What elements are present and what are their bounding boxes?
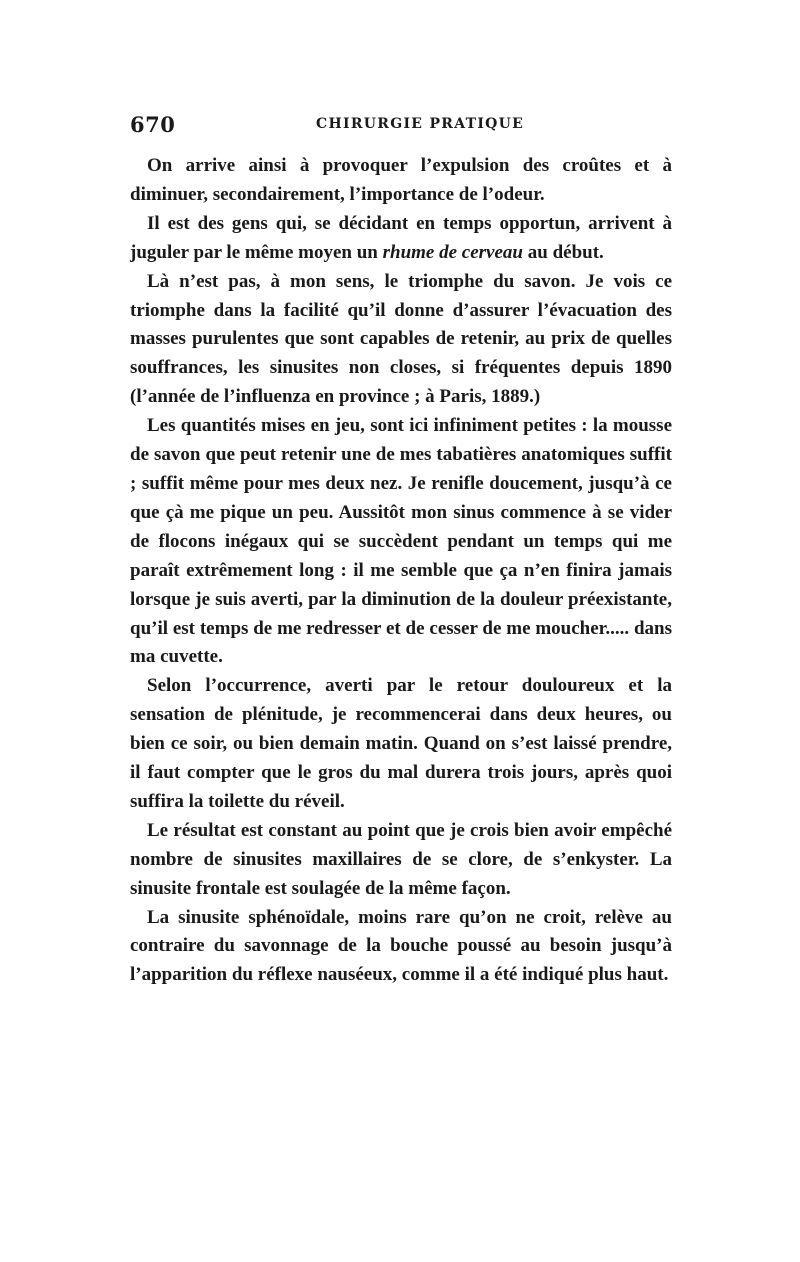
- paragraph-6: Le résultat est constant au point que je crois bien avoir empêché nombre de sinusites maxillaires de se clore, de s’enkyster. La sinusite frontale est soulagée de la même façon.: [130, 819, 672, 899]
- page-header: [130, 112, 674, 142]
- page-body: [130, 152, 672, 990]
- paragraph-2-italic-term: rhume de cerveau: [382, 241, 523, 263]
- page-number: 670: [130, 112, 176, 137]
- paragraph-2-text-before: Il est des gens qui, se décidant en temps opportun, arrivent à juguler par le même moyen un: [130, 212, 672, 263]
- running-title: CHIRURGIE PRATIQUE: [316, 116, 525, 132]
- paragraph-2: [130, 210, 672, 268]
- paragraph-7: La sinusite sphénoïdale, moins rare qu’on ne croit, relève au contraire du savonnage de la bouche poussé au besoin jusqu’à l’apparition du réflexe nauséeux, comme il a été indiqué plus haut.: [130, 906, 672, 986]
- paragraph-4: Les quantités mises en jeu, sont ici infiniment petites : la mousse de savon que peut retenir une de mes tabatières anatomiques suffit ; suffit même pour mes deux nez. Je renifle doucement, jusqu’à ce que çà me pique un peu. Aussitôt mon sinus commence à se vider de flocons inégaux qui se succèdent pendant un temps qui me paraît extrêmement long : il me semble que ça n’en finira jamais lorsque je suis averti, par la diminution de la douleur préexistante, qu’il est temps de me redresser et de cesser de me moucher..... dans ma cuvette.: [130, 415, 672, 668]
- paragraph-5: Selon l’occurrence, averti par le retour douloureux et la sensation de plénitude, je recommencerai dans deux heures, ou bien ce soir, ou bien demain matin. Quand on s’est laissé prendre, il faut compter que le gros du mal durera trois jours, après quoi suffira la toilette du réveil.: [130, 675, 672, 812]
- paragraph-1: On arrive ainsi à provoquer l’expulsion des croûtes et à diminuer, secondairement, l’importance de l’odeur.: [130, 155, 672, 205]
- paragraph-2-text-after: au début.: [523, 241, 604, 263]
- paragraph-3: Là n’est pas, à mon sens, le triomphe du savon. Je vois ce triomphe dans la facilité qu’il donne d’assurer l’évacuation des masses purulentes que sont capables de retenir, au prix de quelles souffrances, les sinusites non closes, si fréquentes depuis 1890 (l’année de l’influenza en province ; à Paris, 1889.): [130, 270, 672, 408]
